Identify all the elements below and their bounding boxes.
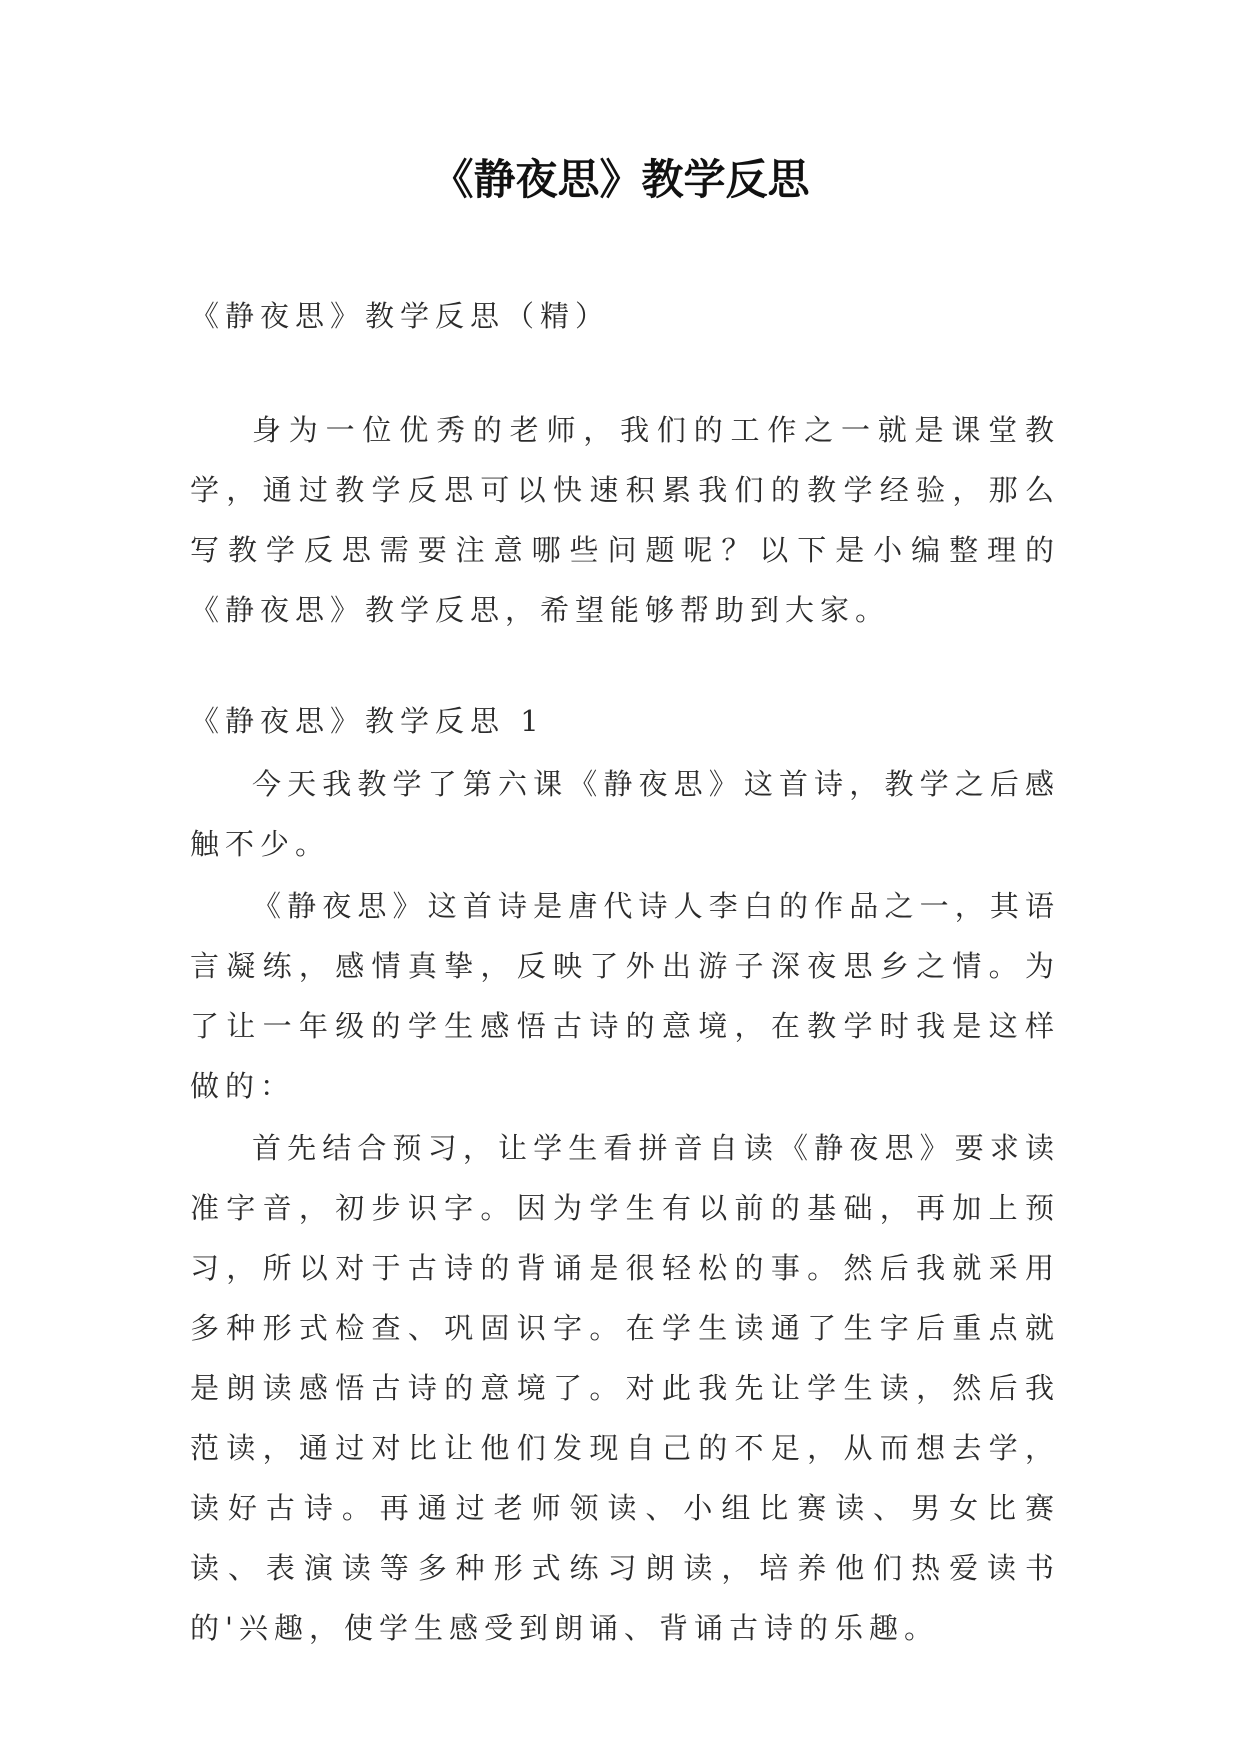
document-subtitle: 《静夜思》教学反思（精） <box>190 299 611 333</box>
body-paragraph-1: 今天我教学了第六课《静夜思》这首诗，教学之后感触不少。 <box>190 767 1060 861</box>
body-paragraph-3: 首先结合预习，让学生看拼音自读《静夜思》要求读准字音，初步识字。因为学生有以前的基础，再加上预习，所以对于古诗的背诵是很轻松的事。然后我就采用多种形式检查、巩固识字。在学生读通了生字后重点就是朗读感悟古诗的意境了。对此我先让学生读，然后我范读，通过对比让他们发现自己的不足，从而想去学，读好古诗。再通过老师领读、小组比赛读、男女比赛读、表演读等多种形式练习朗读，培养他们热爱读书的'兴趣，使学生感受到朗诵、背诵古诗的乐趣。 <box>190 1131 1060 1645</box>
intro-paragraph: 身为一位优秀的老师，我们的工作之一就是课堂教学，通过教学反思可以快速积累我们的教学经验，那么写教学反思需要注意哪些问题呢？以下是小编整理的《静夜思》教学反思，希望能够帮助到大家。 <box>190 413 1060 627</box>
body-paragraph-2: 《静夜思》这首诗是唐代诗人李白的作品之一，其语言凝练，感情真挚，反映了外出游子深夜思乡之情。为了让一年级的学生感悟古诗的意境，在教学时我是这样做的： <box>190 889 1060 1103</box>
section-heading: 《静夜思》教学反思 1 <box>190 704 545 738</box>
page-title: 《静夜思》教学反思 <box>431 155 810 204</box>
section-body <box>190 754 1060 1658</box>
